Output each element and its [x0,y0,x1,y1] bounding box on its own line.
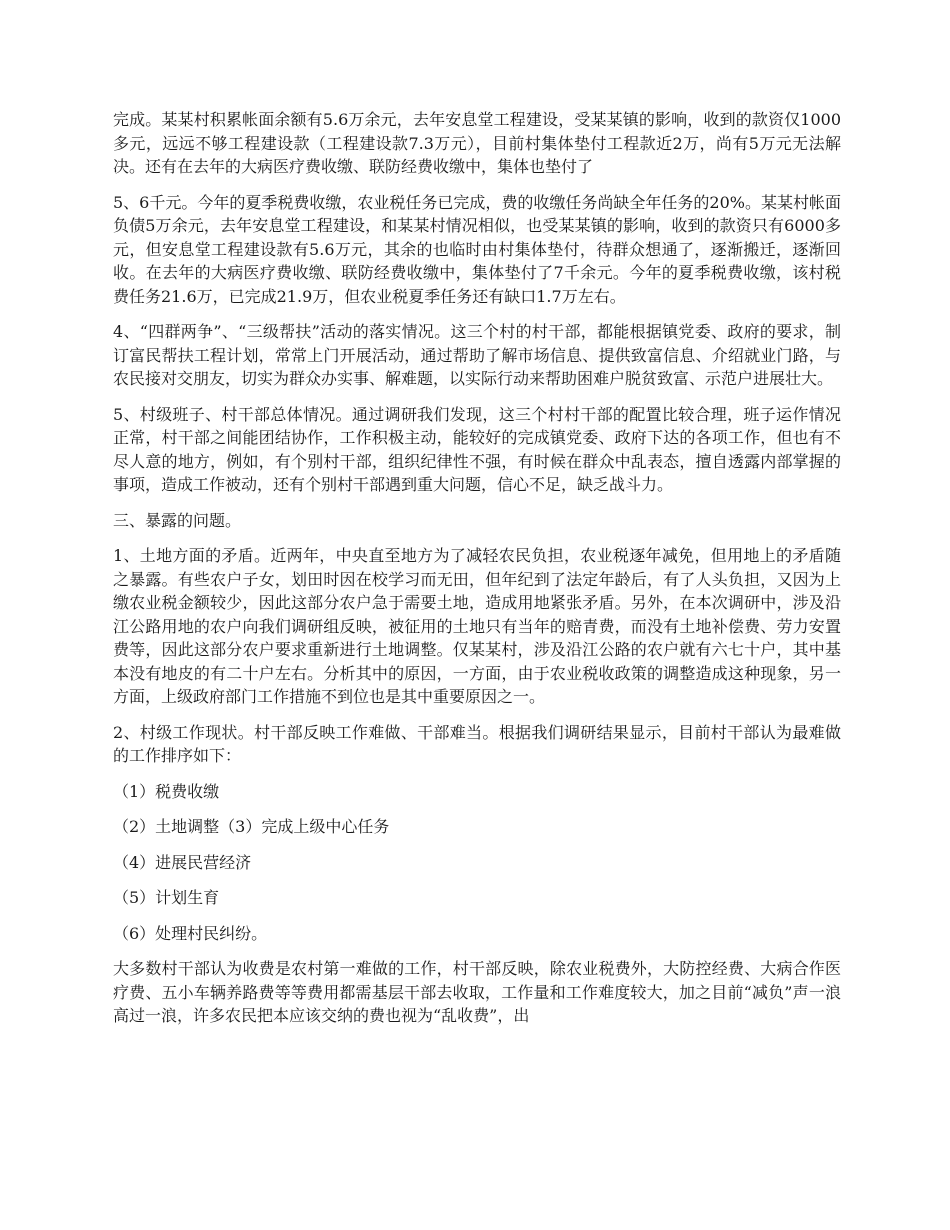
list-item: （2）土地调整（3）完成上级中心任务 [113,817,390,836]
section-heading-problems: 三、暴露的问题。 [113,510,242,530]
paragraph-summer-tax: 5、6千元。今年的夏季税费收缴，农业税任务已完成，费的收缴任务尚缺全年任务的20%。某某村帐面负债5万余元，去年安息堂工程建设，和某某村情况相似，也受某某镇的影响，收到的款资只有6000多元，但安息堂工程建设款有5.6万元，其余的也临时由村集体垫付，待群众想通了，逐渐搬迁，逐渐回收。在去年的大病医疗费收缴、联防经费收缴中，集体垫付了7千余元。今年的夏季税费收缴，该村税费任务21.6万，已完成21.9万，但农业税夏季任务还有缺口1.7万左右。 [113,192,841,306]
paragraph-land-conflicts: 1、土地方面的矛盾。近两年，中央直至地方为了减轻农民负担，农业税逐年减免，但用地上的矛盾随之暴露。有些农户子女，划田时因在校学习而无田，但年纪到了法定年龄后，有了人头负担，又因为上缴农业税金额较少，因此这部分农户急于需要土地，造成用地紧张矛盾。另外，在本次调研中，涉及沿江公路用地的农户向我们调研组反映，被征用的土地只有当年的赔青费，而没有土地补偿费、劳力安置费等，因此这部分农户要求重新进行土地调整。仅某某村，涉及沿江公路的农户就有六七十户，其中基本没有地皮的有二十户左右。分析其中的原因，一方面，由于农业税收政策的调整造成这种现象，另一方面，上级政府部门工作措施不到位也是其中重要原因之一。 [113,546,841,706]
document-page [113,108,841,1040]
list-item: （4）进展民营经济 [113,852,252,872]
paragraph-fee-collection: 大多数村干部认为收费是农村第一难做的工作，村干部反映，除农业税费外，大防控经费、大病合作医疗费、五小车辆养路费等等费用都需基层干部去收取，工作量和工作难度较大，加之目前“减负”声一浪高过一浪，许多农民把本应该交纳的费也视为“乱收费”，出 [113,959,841,1025]
list-item: （1）税费收缴 [113,781,220,801]
paragraph-village-work-status: 2、村级工作现状。村干部反映工作难做、干部难当。根据我们调研结果显示，目前村干部认为最难做的工作排序如下： [113,722,841,765]
list-item: （6）处理村民纠纷。 [113,923,268,943]
list-item: （5）计划生育 [113,888,220,907]
paragraph-funds-continued: 完成。某某村积累帐面余额有5.6万余元，去年安息堂工程建设，受某某镇的影响，收到的款资仅1000多元，远远不够工程建设款（工程建设款7.3万元），目前村集体垫付工程款近2万，尚有5万元无法解决。还有在去年的大病医疗费收缴、联防经费收缴中，集体也垫付了 [113,110,841,176]
paragraph-village-cadres: 5、村级班子、村干部总体情况。通过调研我们发现，这三个村村干部的配置比较合理，班子运作情况正常，村干部之间能团结协作，工作积极主动，能较好的完成镇党委、政府下达的各项工作，但也有不尽人意的地方，例如，有个别村干部，组织纪律性不强，有时候在群众中乱表态，擅自透露内部掌握的事项，造成工作被动，还有个别村干部遇到重大问题，信心不足，缺乏战斗力。 [113,404,841,494]
paragraph-assistance-activities: 4、“四群两争”、“三级帮扶”活动的落实情况。这三个村的村干部，都能根据镇党委、政府的要求，制订富民帮扶工程计划，常常上门开展活动，通过帮助了解市场信息、提供致富信息、介绍就业门路，与农民接对交朋友，切实为群众办实事、解难题，以实际行动来帮助困难户脱贫致富、示范户进展壮大。 [113,322,841,388]
